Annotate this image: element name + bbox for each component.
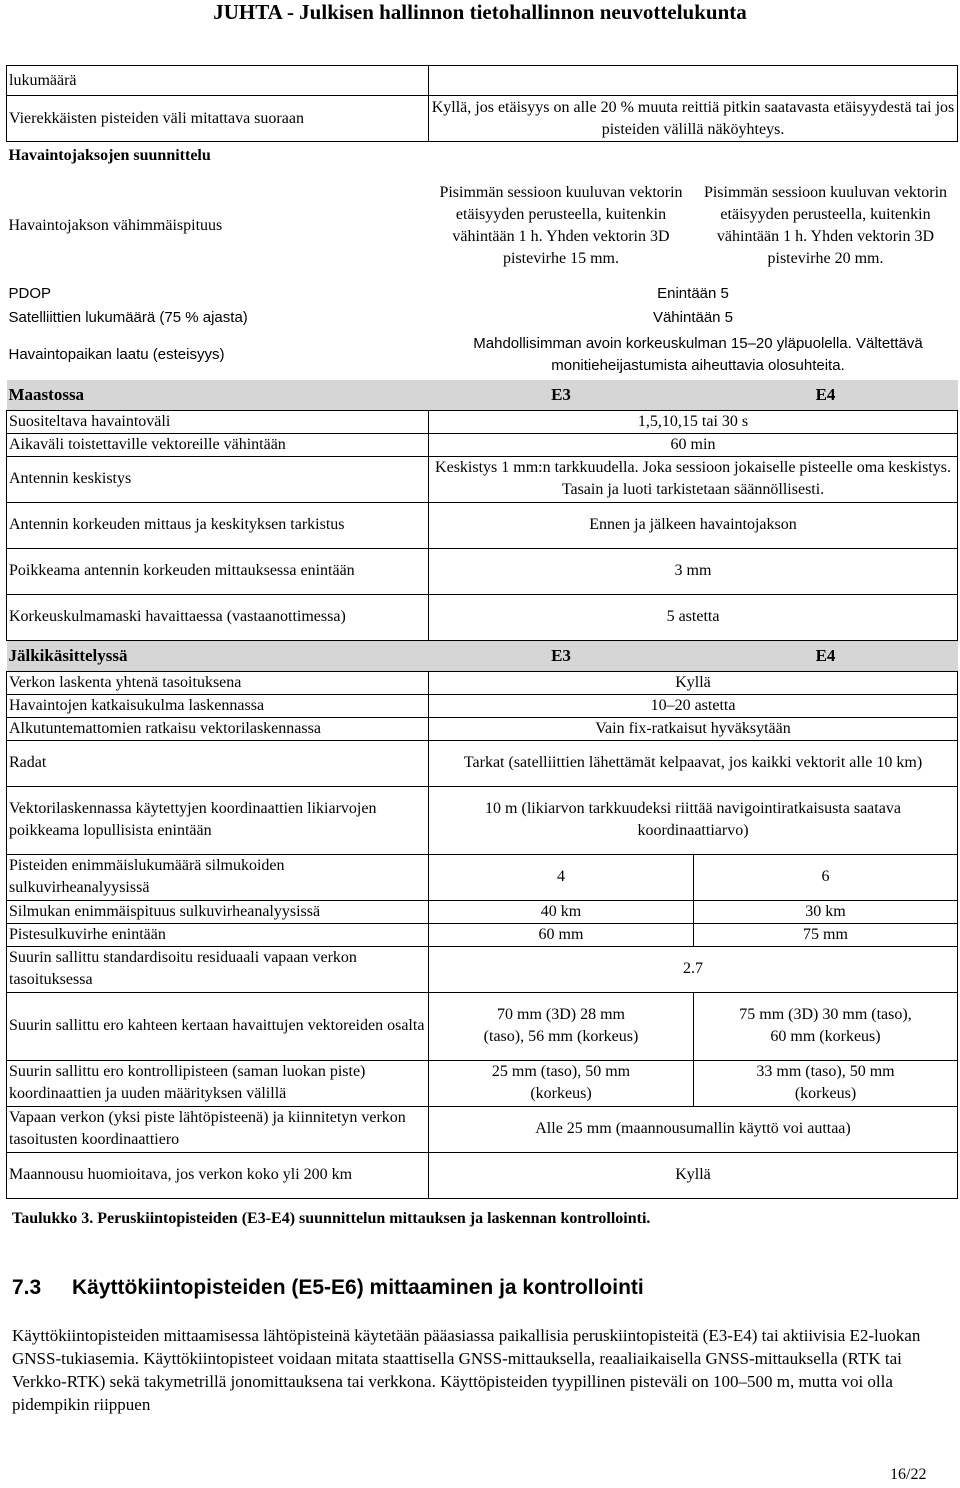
- row-value: Mahdollisimman avoin korkeuskulman 15–20 yläpuolella. Vältettävä monitieheijastumista aiheuttavia olosuhteita.: [473, 334, 923, 374]
- row-label: Satelliittien lukumäärä (75 % ajasta): [8, 308, 248, 326]
- section-e3: E3: [429, 640, 694, 671]
- row-label: Havaintojakson vähimmäispituus: [8, 216, 223, 234]
- section-e4: E4: [694, 640, 958, 671]
- row-label: Antennin keskistys: [7, 456, 429, 502]
- row-label: Vapaan verkon (yksi piste lähtöpisteenä) ja kiinnitetyn verkon tasoitusten koordinaattiero: [7, 1106, 429, 1152]
- section-heading: [12, 1276, 644, 1300]
- section-number: 7.3: [12, 1276, 42, 1299]
- row-label: lukumäärä: [7, 66, 429, 96]
- row-label: Aikaväli toistettaville vektoreille vähintään: [7, 433, 429, 456]
- row-value: 1,5,10,15 tai 30 s: [429, 410, 958, 433]
- row-value-e3: 70 mm (3D) 28 mm (taso), 56 mm (korkeus): [429, 992, 694, 1060]
- section-row-maastossa: [7, 380, 958, 411]
- row-value: 5 astetta: [429, 594, 958, 640]
- control-table: [6, 65, 958, 1199]
- group-heading: Havaintojaksojen suunnittelu: [8, 146, 211, 164]
- row-label: Vektorilaskennassa käytettyjen koordinaattien likiarvojen poikkeama lopullisista enintään: [7, 786, 429, 854]
- row-value-e4: 75 mm (3D) 30 mm (taso), 60 mm (korkeus): [694, 992, 958, 1060]
- row-value-e4: 75 mm: [694, 923, 958, 946]
- row-label: Havaintojen katkaisukulma laskennassa: [7, 694, 429, 717]
- row-value: Kyllä: [429, 671, 958, 694]
- section-row-jalkikasittely: [7, 640, 958, 671]
- section-title: Käyttökiintopisteiden (E5-E6) mittaaminen ja kontrollointi: [72, 1276, 644, 1299]
- row-label: Havaintopaikan laatu (esteisyys): [8, 345, 225, 363]
- row-label: Pistesulkuvirhe enintään: [7, 923, 429, 946]
- row-value: Ennen ja jälkeen havaintojakson: [429, 502, 958, 548]
- row-value: Keskistys 1 mm:n tarkkuudella. Joka sessioon jokaiselle pisteelle oma keskistys. Tasain ja luoti tarkistetaan säännöllisesti.: [429, 456, 958, 502]
- row-value-e4: 6: [694, 854, 958, 900]
- row-label: Suositeltava havaintoväli: [7, 410, 429, 433]
- row-value: 10–20 astetta: [429, 694, 958, 717]
- row-value: Kyllä: [429, 1152, 958, 1198]
- section-e4: E4: [694, 380, 958, 411]
- row-value-e4: 30 km: [694, 900, 958, 923]
- row-value-e4: 33 mm (taso), 50 mm (korkeus): [694, 1060, 958, 1106]
- row-label: Korkeuskulmamaski havaittaessa (vastaanottimessa): [7, 594, 429, 640]
- row-value-e3: 4: [429, 854, 694, 900]
- row-label: Maannousu huomioitava, jos verkon koko yli 200 km: [7, 1152, 429, 1198]
- row-label: Suurin sallittu standardisoitu residuaali vapaan verkon tasoituksessa: [7, 946, 429, 992]
- document-header: JUHTA - Julkisen hallinnon tietohallinnon neuvottelukunta: [213, 0, 747, 24]
- row-label: Pisteiden enimmäislukumäärä silmukoiden sulkuvirheanalyysissä: [7, 854, 429, 900]
- row-value-e3: 40 km: [429, 900, 694, 923]
- section-label: Maastossa: [7, 380, 429, 411]
- row-value: 60 min: [429, 433, 958, 456]
- row-label: Suurin sallittu ero kontrollipisteen (saman luokan piste) koordinaattien ja uuden määrityksen välillä: [7, 1060, 429, 1106]
- row-label: Verkon laskenta yhtenä tasoituksena: [7, 671, 429, 694]
- body-paragraph: Käyttökiintopisteiden mittaamisessa lähtöpisteinä käytetään pääasiassa paikallisia peruskiintopisteitä (E3-E4) tai aktiivisia E2-luokan GNSS-tukiasemia. Käyttökiintopisteet voidaan mitata staattisella GNSS-mittauksella, reaaliaikaisella GNSS-mittauksella (RTK tai Verkko-RTK) sekä takymetrillä jonomittauksena tai verkkona. Käyttöpisteiden tyypillinen pisteväli on 100–500 m, mutta voi olla pidempikin riippuen: [12, 1326, 921, 1414]
- row-value-e3: 60 mm: [429, 923, 694, 946]
- page-number: 16/22: [890, 1466, 927, 1483]
- row-value: Enintään 5: [657, 284, 729, 302]
- section-label: Jälkikäsittelyssä: [7, 640, 429, 671]
- section-e3: E3: [429, 380, 694, 411]
- table-caption: Taulukko 3. Peruskiintopisteiden (E3-E4) suunnittelun mittauksen ja laskennan kontrollointi.: [12, 1210, 651, 1227]
- row-value: 10 m (likiarvon tarkkuudeksi riittää navigointiratkaisusta saatava koordinaattiarvo): [429, 786, 958, 854]
- row-value-e4: Pisimmän sessioon kuuluvan vektorin etäisyyden perusteella, kuitenkin vähintään 1 h. Yhden vektorin 3D pistevirhe 20 mm.: [703, 183, 948, 267]
- row-label: Antennin korkeuden mittaus ja keskityksen tarkistus: [7, 502, 429, 548]
- row-label: Vierekkäisten pisteiden väli mitattava suoraan: [7, 96, 429, 142]
- row-value: Tarkat (satelliittien lähettämät kelpaavat, jos kaikki vektorit alle 10 km): [429, 740, 958, 786]
- row-value: Vähintään 5: [652, 308, 734, 326]
- row-value-e3: Pisimmän sessioon kuuluvan vektorin etäisyyden perusteella, kuitenkin vähintään 1 h. Yhden vektorin 3D pistevirhe 15 mm.: [439, 183, 683, 267]
- row-label: Suurin sallittu ero kahteen kertaan havaittujen vektoreiden osalta: [7, 992, 429, 1060]
- row-value-e3: 25 mm (taso), 50 mm (korkeus): [429, 1060, 694, 1106]
- row-value: Alle 25 mm (maannousumallin käyttö voi auttaa): [429, 1106, 958, 1152]
- row-value: 2.7: [429, 946, 958, 992]
- row-label: PDOP: [8, 284, 52, 302]
- row-label: Radat: [7, 740, 429, 786]
- row-value: Kyllä, jos etäisyys on alle 20 % muuta reittiä pitkin saatavasta etäisyydestä tai jos pisteiden välillä näköyhteys.: [429, 96, 958, 142]
- row-value: Vain fix-ratkaisut hyväksytään: [429, 717, 958, 740]
- row-value: 3 mm: [429, 548, 958, 594]
- row-label: Silmukan enimmäispituus sulkuvirheanalyysissä: [7, 900, 429, 923]
- row-label: Alkutuntemattomien ratkaisu vektorilaskennassa: [7, 717, 429, 740]
- row-label: Poikkeama antennin korkeuden mittauksessa enintään: [7, 548, 429, 594]
